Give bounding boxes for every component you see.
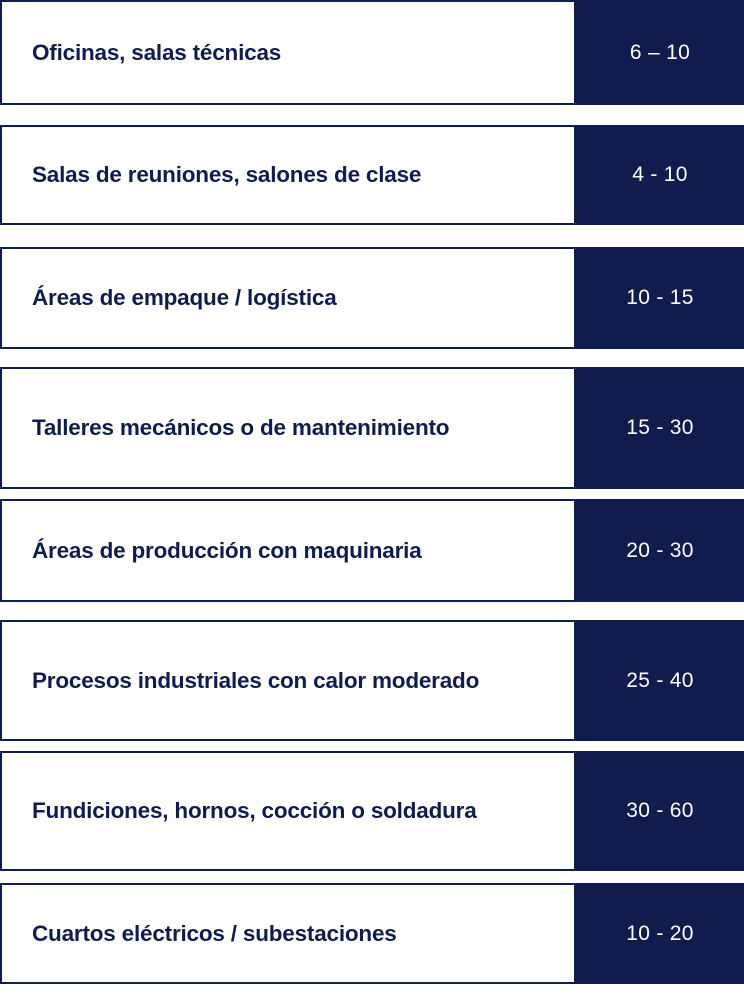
table-row <box>0 247 744 349</box>
row-value-cell <box>576 883 744 984</box>
table-row <box>0 367 744 489</box>
table-row <box>0 883 744 984</box>
row-label-text: Áreas de empaque / logística <box>32 285 337 311</box>
row-separator <box>0 871 744 883</box>
table-row <box>0 751 744 871</box>
row-value-cell <box>576 620 744 741</box>
row-label-cell <box>0 125 576 225</box>
row-separator <box>0 349 744 367</box>
row-value-text: 10 - 20 <box>626 921 694 945</box>
row-label-cell <box>0 499 576 602</box>
row-separator <box>0 225 744 247</box>
row-separator <box>0 741 744 751</box>
row-label-text: Áreas de producción con maquinaria <box>32 537 422 563</box>
row-label-cell <box>0 883 576 984</box>
row-value-cell <box>576 0 744 105</box>
table-row <box>0 620 744 741</box>
row-value-text: 6 – 10 <box>629 40 691 64</box>
row-value-cell <box>576 499 744 602</box>
row-value-cell <box>576 125 744 225</box>
row-label-cell <box>0 247 576 349</box>
row-separator <box>0 489 744 499</box>
row-label-text: Salas de reuniones, salones de clase <box>32 162 422 188</box>
row-value-text: 15 - 30 <box>626 416 694 439</box>
row-value-text: 10 - 15 <box>626 286 694 309</box>
row-value-text: 20 - 30 <box>626 538 694 562</box>
row-value-text: 4 - 10 <box>632 163 688 186</box>
row-label-text: Procesos industriales con calor moderado <box>32 667 480 693</box>
row-label-cell <box>0 0 576 105</box>
table-row <box>0 125 744 225</box>
row-label-text: Talleres mecánicos o de mantenimiento <box>32 415 450 441</box>
row-value-text: 30 - 60 <box>626 799 694 822</box>
row-separator <box>0 602 744 620</box>
row-value-cell <box>576 367 744 489</box>
row-label-text: Oficinas, salas técnicas <box>32 39 282 65</box>
table-row <box>0 499 744 602</box>
row-separator <box>0 105 744 125</box>
row-label-cell <box>0 367 576 489</box>
table-row <box>0 0 744 105</box>
row-value-text: 25 - 40 <box>626 668 694 692</box>
row-label-cell <box>0 751 576 871</box>
row-label-text: Fundiciones, hornos, cocción o soldadura <box>32 798 477 824</box>
row-value-cell <box>576 247 744 349</box>
row-label-text: Cuartos eléctricos / subestaciones <box>32 920 397 946</box>
row-value-cell <box>576 751 744 871</box>
row-label-cell <box>0 620 576 741</box>
